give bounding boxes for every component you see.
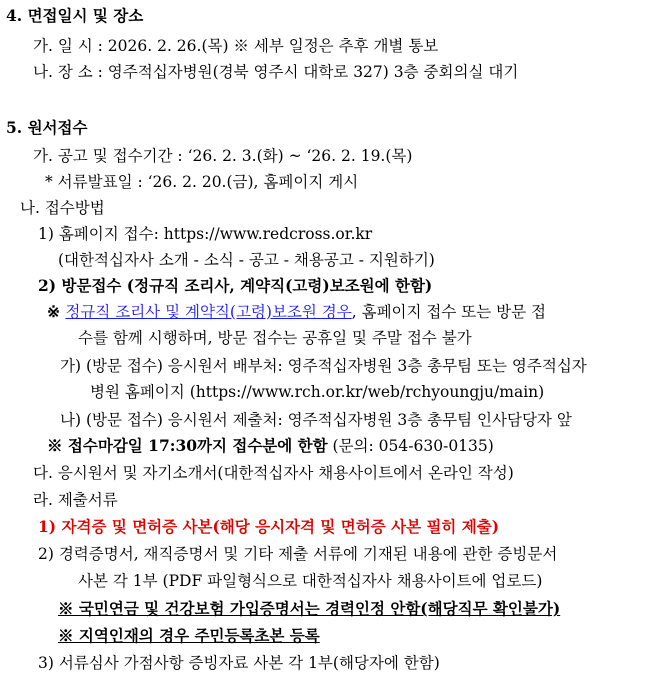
section5-result-date: * 서류발표일 : ‘26. 2. 20.(금), 홈페이지 게시 (45, 173, 359, 191)
bonus-evidence-line: 3) 서류심사 가점사항 증빙자료 사본 각 1부(해당자에 한함) (38, 654, 440, 672)
rch-url[interactable]: (https://www.rch.or.kr/web/rchyoungju/main) (189, 383, 545, 401)
form-distribution: 가) (방문 접수) 응시원서 배부처: 영주적십자병원 3층 총무팀 또는 영주적십자 (60, 357, 587, 375)
note-mark: ※ (47, 302, 66, 321)
section4-title: 4. 면접일시 및 장소 (6, 6, 144, 25)
section5-method-heading: 나. 접수방법 (20, 199, 105, 217)
career-certificate-line: 2) 경력증명서, 재직증명서 및 기타 제출 서류에 기재된 내용에 관한 증빙문서 (38, 545, 558, 563)
deadline-note (47, 435, 494, 457)
section5-title: 5. 원서접수 (6, 118, 88, 137)
redcross-url[interactable]: https://www.redcross.or.kr (163, 225, 373, 243)
section4-place: 나. 장 소 : 영주적십자병원(경북 영주시 대학로 327) 3층 중회의실 대기 (33, 63, 519, 81)
online-apply-label: 1) 홈페이지 접수: (38, 225, 164, 243)
documents-heading: 라. 제출서류 (33, 491, 118, 509)
license-copy-requirement: 1) 자격증 및 면허증 사본(해당 응시자격 및 면허증 사본 필히 제출) (38, 517, 500, 536)
visit-apply-note-cont: 수를 함께 시행하며, 방문 접수는 공휴일 및 주말 접수 불가 (78, 329, 472, 347)
form-distribution-cont (90, 381, 544, 403)
note-rest: , 홈페이지 접수 또는 방문 접 (351, 303, 547, 321)
application-form-line: 다. 응시원서 및 자기소개서(대한적십자사 채용사이트에서 온라인 작성) (33, 464, 514, 482)
section5-period: 가. 공고 및 접수기간 : ‘26. 2. 3.(화) ~ ‘26. 2. 19.(목) (33, 147, 413, 165)
local-talent-note: ※ 지역인재의 경우 주민등록초본 등록 (58, 626, 320, 645)
career-certificate-cont: 사본 각 1부 (PDF 파일형식으로 대한적십자사 채용사이트에 업로드) (78, 572, 543, 590)
form-submission: 나) (방문 접수) 응시원서 제출처: 영주적십자병원 3층 총무팀 인사담당자 앞 (60, 411, 572, 429)
deadline-text: ※ 접수마감일 17:30까지 접수분에 한함 (47, 436, 328, 455)
visit-apply-heading: 2) 방문접수 (정규직 조리사, 계약직(고령)보조원에 한함) (38, 276, 433, 295)
section4-datetime: 가. 일 시 : 2026. 2. 26.(목) ※ 세부 일정은 추후 개별 통보 (33, 37, 439, 55)
pension-insurance-note: ※ 국민연금 및 건강보험 가입증명서는 경력인정 안함(해당직무 확인불가) (58, 599, 561, 618)
eligible-positions-link[interactable]: 정규직 조리사 및 계약직(고령)보조원 경우 (65, 303, 352, 321)
contact-number: (문의: 054-630-0135) (327, 437, 494, 455)
online-apply-path: (대한적십자사 소개 - 소식 - 공고 - 채용공고 - 지원하기) (58, 251, 435, 269)
online-apply-line (38, 223, 372, 245)
homepage-label: 병원 홈페이지 (90, 383, 190, 401)
visit-apply-note (47, 301, 546, 323)
